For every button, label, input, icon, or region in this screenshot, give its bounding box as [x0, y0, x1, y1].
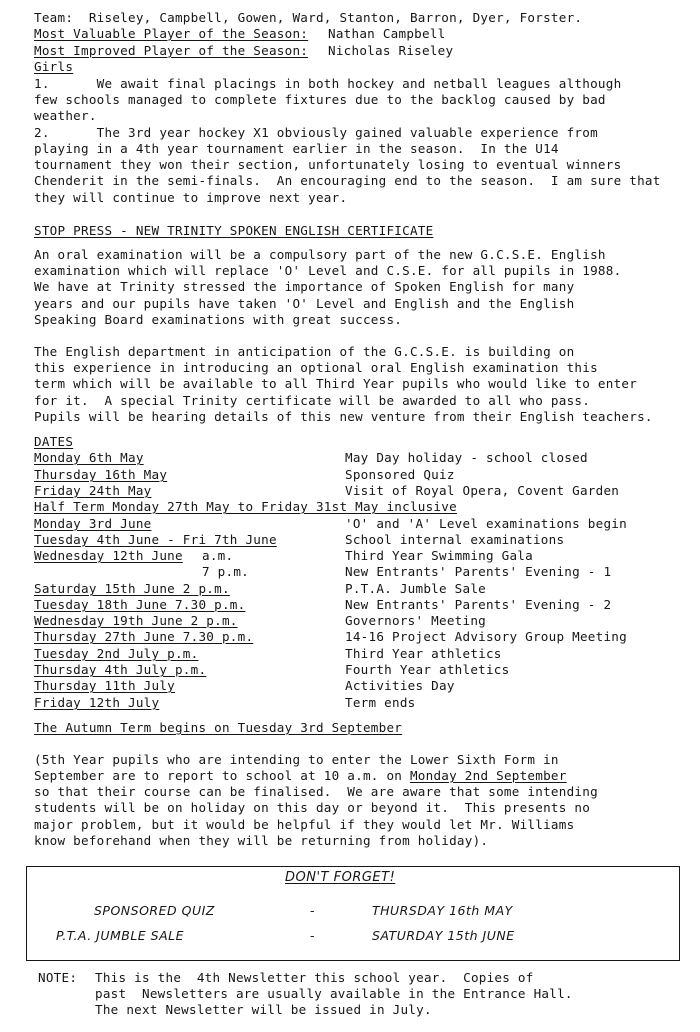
date-cell: Tuesday 18th June 7.30 p.m.: [34, 597, 246, 612]
event-cell: P.T.A. Jumble Sale: [345, 581, 486, 596]
event-cell: Third Year athletics: [345, 646, 502, 661]
reminder-title: DON'T FORGET!: [285, 870, 396, 885]
girls-para1-line: 1. We await final placings in both hockey and netball leagues although: [34, 76, 622, 91]
date-cell: Wednesday 12th June: [34, 548, 183, 563]
event-cell: New Entrants' Parents' Evening - 1: [345, 564, 612, 579]
date-cell: Thursday 11th July: [34, 678, 175, 693]
event-cell: Fourth Year athletics: [345, 662, 510, 677]
note-line: past Newsletters are usually available in the Entrance Hall.: [95, 986, 573, 1001]
date-cell: Friday 12th July: [34, 695, 160, 710]
stop-press-para2-line: The English department in anticipation of the G.C.S.E. is building on: [34, 344, 575, 359]
event-cell: New Entrants' Parents' Evening - 2: [345, 597, 612, 612]
stop-press-para1-line: years and our pupils have taken 'O' Level and English and the English: [34, 296, 575, 311]
girls-para2-line: 2. The 3rd year hockey X1 obviously gained valuable experience from: [34, 125, 598, 140]
event-cell: Sponsored Quiz: [345, 467, 455, 482]
date-cell: Saturday 15th June 2 p.m.: [34, 581, 230, 596]
date-cell: Thursday 27th June 7.30 p.m.: [34, 629, 254, 644]
event-cell: School internal examinations: [345, 532, 565, 547]
reminder-date: THURSDAY 16th MAY: [372, 903, 513, 918]
note-line: This is the 4th Newsletter this school year. Copies of: [95, 970, 534, 985]
date-cell: Monday 6th May: [34, 450, 144, 465]
event-cell: Activities Day: [345, 678, 455, 693]
sixth-form-line: [34, 768, 567, 784]
reminder-event: SPONSORED QUIZ: [94, 903, 215, 918]
stop-press-para1-line: An oral examination will be a compulsory part of the new G.C.S.E. English: [34, 247, 606, 262]
date-cell: Wednesday 19th June 2 p.m.: [34, 613, 238, 628]
sixth-form-line: (5th Year pupils who are intending to enter the Lower Sixth Form in: [34, 752, 559, 767]
reminder-dash: -: [310, 928, 316, 943]
mvp-name: Nathan Campbell: [328, 26, 446, 41]
autumn-term-line: The Autumn Term begins on Tuesday 3rd September: [34, 720, 403, 735]
sixth-form-line: know beforehand when they will be returning from holiday).: [34, 833, 489, 848]
date-cell: Monday 3rd June: [34, 516, 152, 531]
girls-para2-line: Chenderit in the semi-finals. An encouraging end to the season. I am sure that: [34, 173, 661, 188]
mip-name: Nicholas Riseley: [328, 43, 454, 58]
stop-press-para2-line: Pupils will be hearing details of this new venture from their English teachers.: [34, 409, 653, 424]
sixth-form-text: September are to report to school at 10 a.m. on: [34, 768, 410, 783]
stop-press-para1-line: Speaking Board examinations with great success.: [34, 312, 403, 327]
girls-para2-line: playing in a 4th year tournament earlier in the season. In the U14: [34, 141, 559, 156]
time-cell: a.m.: [202, 548, 234, 563]
girls-para1-line: few schools managed to complete fixtures due to the backlog caused by bad: [34, 92, 606, 107]
stop-press-para1-line: We have at Trinity stressed the importance of Spoken English for many: [34, 279, 575, 294]
stop-press-para1-line: examination which will replace 'O' Level and C.S.E. for all pupils in 1988.: [34, 263, 622, 278]
reminder-date: SATURDAY 15th JUNE: [372, 928, 515, 943]
note-line: The next Newsletter will be issued in July.: [95, 1002, 432, 1017]
event-cell: Term ends: [345, 695, 416, 710]
sixth-form-line: so that their course can be finalised. We are aware that some intending: [34, 784, 598, 799]
date-cell: Thursday 16th May: [34, 467, 168, 482]
mip-label: Most Improved Player of the Season:: [34, 43, 309, 58]
team-line: Team: Riseley, Campbell, Gowen, Ward, Stanton, Barron, Dyer, Forster.: [34, 10, 583, 25]
event-cell: Visit of Royal Opera, Covent Garden: [345, 483, 620, 498]
stop-press-heading: STOP PRESS - NEW TRINITY SPOKEN ENGLISH CERTIFICATE: [34, 223, 434, 238]
date-cell: Tuesday 2nd July p.m.: [34, 646, 199, 661]
sixth-form-date: Monday 2nd September: [409, 768, 567, 783]
stop-press-para2-line: for it. A special Trinity certificate will be awarded to all who pass.: [34, 393, 591, 408]
event-cell: 'O' and 'A' Level examinations begin: [345, 516, 627, 531]
mvp-label: Most Valuable Player of the Season:: [34, 26, 309, 41]
reminder-event: P.T.A. JUMBLE SALE: [56, 928, 185, 943]
date-cell: Thursday 4th July p.m.: [34, 662, 207, 677]
note-label: NOTE:: [38, 970, 78, 985]
half-term-line: Half Term Monday 27th May to Friday 31st May inclusive: [34, 499, 457, 514]
stop-press-para2-line: term which will be available to all Third Year pupils who would like to enter: [34, 376, 638, 391]
date-cell: Tuesday 4th June - Fri 7th June: [34, 532, 277, 547]
time-cell: 7 p.m.: [202, 564, 249, 579]
dates-heading: DATES: [34, 434, 74, 449]
girls-para1-line: weather.: [34, 108, 97, 123]
girls-heading: Girls: [34, 59, 74, 74]
reminder-dash: -: [310, 903, 316, 918]
girls-para2-line: they will continue to improve next year.: [34, 190, 348, 205]
sixth-form-line: students will be on holiday on this day or beyond it. This presents no: [34, 800, 591, 815]
event-cell: Third Year Swimming Gala: [345, 548, 533, 563]
event-cell: Governors' Meeting: [345, 613, 486, 628]
stop-press-para2-line: this experience in introducing an optional oral English examination this: [34, 360, 598, 375]
date-cell: Friday 24th May: [34, 483, 152, 498]
event-cell: May Day holiday - school closed: [345, 450, 588, 465]
girls-para2-line: tournament they won their section, unfortunately losing to eventual winners: [34, 157, 622, 172]
event-cell: 14-16 Project Advisory Group Meeting: [345, 629, 627, 644]
sixth-form-line: major problem, but it would be helpful if they would let Mr. Williams: [34, 817, 575, 832]
